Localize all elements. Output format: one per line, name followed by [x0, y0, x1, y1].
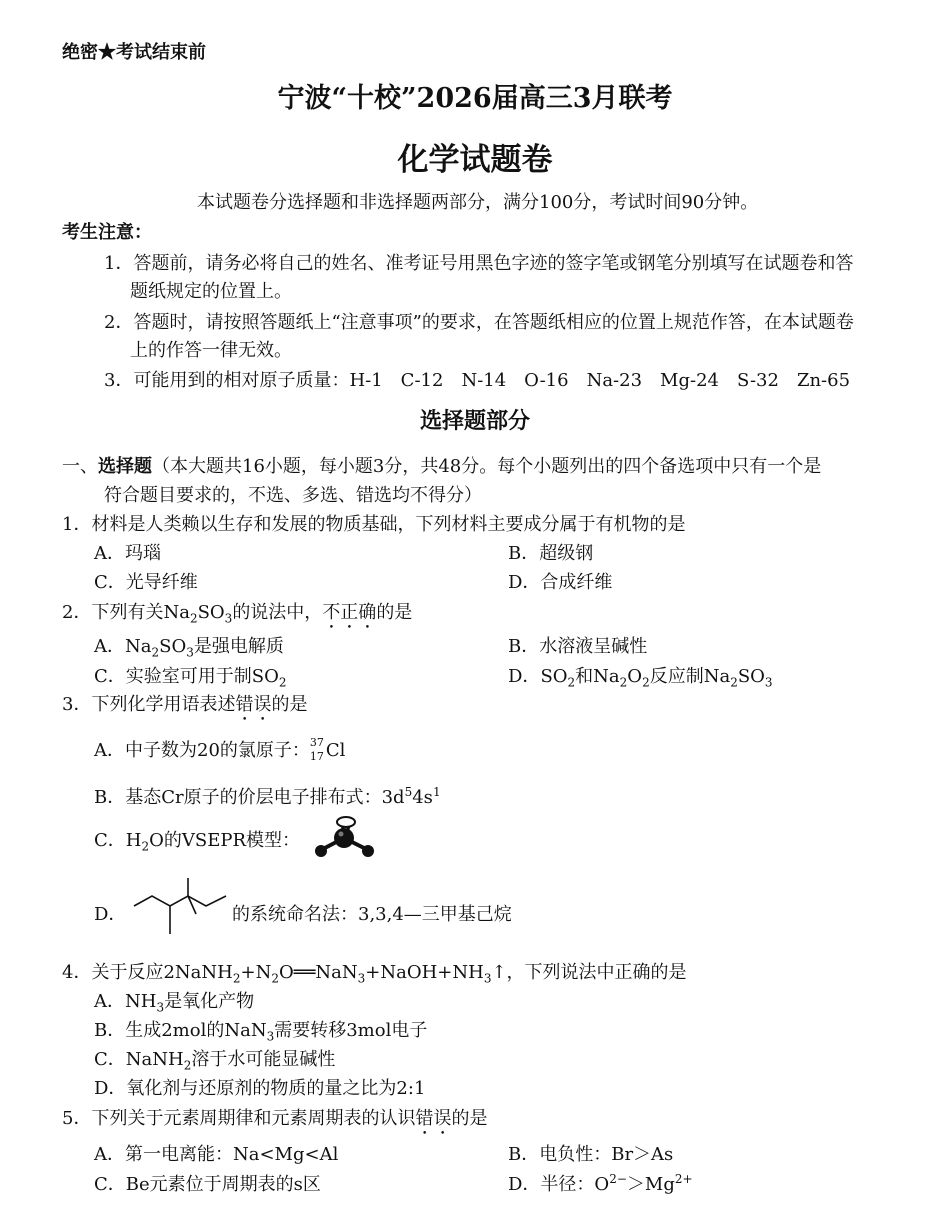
q1-option-a: A．玛瑙: [94, 543, 161, 564]
superscript: 2−: [609, 1172, 627, 1186]
subscript: 3: [266, 1029, 275, 1044]
o-text: O: [627, 666, 643, 687]
q2-option-a: [94, 632, 284, 660]
mass-number: 37: [309, 736, 324, 749]
q4-option-a: [94, 987, 254, 1015]
q1-option-b: B．超级钢: [508, 543, 594, 564]
q2-option-c: [94, 662, 287, 690]
q3-option-d-label: D．: [94, 904, 127, 925]
q4-stem-part: +N: [240, 962, 272, 983]
q2-option-d-text: 反应制: [649, 666, 704, 687]
q2-stem: [62, 598, 412, 633]
q4-option-c-text: 溶于水可能显碱性: [191, 1049, 336, 1070]
q3-stem-pre: 3．下列化学用语表述: [62, 694, 236, 715]
notice-heading: 考生注意：: [62, 222, 152, 243]
so-text: SO: [540, 666, 568, 687]
paper-subtitle: 化学试题卷: [397, 142, 553, 178]
notice-item-1-cont: 题纸规定的位置上。: [130, 281, 292, 302]
subscript: 2: [189, 611, 198, 626]
q5-option-a: A．第一电离能：Na<Mg<Al: [94, 1144, 339, 1165]
q3-option-a: [94, 736, 345, 764]
q2-stem-mid: 的说法中，: [232, 602, 323, 623]
section-heading-cont: 符合题目要求的，不选、多选、错选均不得分）: [104, 485, 482, 506]
q4-option-b: [94, 1016, 427, 1044]
na-text: Na: [593, 666, 620, 687]
q5-stem-pre: 5．下列关于元素周期律和元素周期表的认识: [62, 1108, 416, 1129]
q4-option-b-text: B．生成2mol的NaN: [94, 1020, 267, 1041]
subscript: 2: [151, 645, 160, 660]
so-text: SO: [159, 636, 187, 657]
subscript: 3: [224, 611, 233, 626]
q2-option-b: B．水溶液呈碱性: [508, 636, 648, 657]
subscript: 3: [156, 1000, 165, 1015]
section-title: 选择题部分: [419, 408, 530, 434]
subscript: 2: [183, 1058, 192, 1073]
subscript: 3: [483, 971, 492, 986]
q4-stem: [62, 958, 687, 986]
subscript: 2: [271, 971, 279, 986]
config-part: 3d: [381, 787, 405, 808]
q2-option-d: [508, 662, 773, 690]
subscript: 2: [619, 675, 628, 690]
q4-option-c: [94, 1045, 335, 1073]
q1-stem: 1．材料是人类赖以生存和发展的物质基础，下列材料主要成分属于有机物的是: [62, 514, 686, 535]
subscript: 3: [764, 675, 773, 690]
q1-option-c: C．光导纤维: [94, 572, 198, 593]
nh-text: NH: [125, 991, 157, 1012]
nuclide-notation: [310, 738, 326, 764]
option-label: D．: [508, 666, 541, 687]
q1-option-d: D．合成纤维: [508, 572, 613, 593]
subscript: 2: [642, 675, 650, 690]
element-symbol: Cl: [325, 740, 346, 761]
q4-option-b-text: 需要转移3mol电子: [274, 1020, 428, 1041]
q2-stem-emphasis: 不正确: [322, 602, 377, 623]
na-text: Na: [703, 666, 731, 687]
notice-item-3: 3．可能用到的相对原子质量：H-1 C-12 N-14 O-16 Na-23 Mg-24 S-32 Zn-65: [104, 370, 851, 391]
config-part: 4s: [412, 787, 433, 808]
so-text: SO: [737, 666, 765, 687]
q5-option-d: [508, 1170, 693, 1196]
secret-label: 绝密★考试结束前: [62, 42, 206, 63]
subscript: 2: [141, 839, 150, 854]
q4-option-c-text: C．NaNH: [94, 1049, 184, 1070]
q4-stem-part: 4．关于反应2NaNH: [62, 962, 233, 983]
q5-option-d-text: D．半径：O: [508, 1174, 610, 1195]
q5-stem-post: 的是: [451, 1108, 488, 1129]
vsepr-model-image: [308, 814, 380, 862]
q2-stem-pre: 2．下列有关: [62, 602, 164, 623]
subscript: 2: [567, 675, 576, 690]
q4-stem-part: O══NaN: [278, 962, 358, 983]
option-label: A．: [94, 991, 125, 1012]
superscript: 1: [432, 785, 441, 799]
q3-option-c-text: C．H: [94, 830, 142, 851]
q3-option-c: [94, 826, 300, 854]
atomic-number: 17: [309, 750, 324, 763]
q4-option-a-text: 是氧化产物: [164, 991, 255, 1012]
q3-option-b-text: B．基态Cr原子的价层电子排布式：: [94, 787, 382, 808]
section-heading-bold: 选择题: [98, 456, 152, 477]
q2-option-a-text: 是强电解质: [193, 636, 284, 657]
intro-text: 本试题卷分选择题和非选择题两部分，满分100分，考试时间90分钟。: [197, 192, 759, 213]
q5-option-b: B．电负性：Br＞As: [508, 1144, 674, 1165]
q3-stem: [62, 690, 307, 725]
so-text: SO: [251, 666, 279, 687]
q4-stem-part: ↑，下列说法中正确的是: [491, 962, 687, 983]
superscript: 2+: [674, 1172, 693, 1186]
q4-option-d: D．氧化剂与还原剂的物质的量之比为2:1: [94, 1078, 426, 1099]
section-heading-prefix: 一、: [62, 456, 98, 477]
notice-item-2: 2．答题时，请按照答题纸上“注意事项”的要求，在答题纸相应的位置上规范作答，在本试题卷: [104, 312, 854, 333]
q5-option-c: C．Be元素位于周期表的s区: [94, 1174, 321, 1195]
q3-option-d-text: 的系统命名法：3,3,4—三甲基己烷: [232, 904, 512, 925]
option-label: A．: [94, 636, 125, 657]
na-text: Na: [163, 602, 190, 623]
section-heading-rest: （本大题共16小题，每小题3分，共48分。每个小题列出的四个备选项中只有一个是: [152, 456, 822, 477]
subscript: 3: [186, 645, 194, 660]
section-heading: [62, 452, 821, 478]
q2-stem-post: 的是: [376, 602, 413, 623]
so-text: SO: [197, 602, 225, 623]
skeletal-formula-image: [130, 876, 230, 940]
notice-item-1: 1．答题前，请务必将自己的姓名、准考证号用黑色字迹的签字笔或钢笔分别填写在试题卷和答: [104, 253, 854, 274]
q3-option-c-text: O的VSEPR模型：: [149, 830, 301, 851]
superscript: 5: [404, 785, 413, 799]
subscript: 2: [278, 675, 287, 690]
subscript: 2: [232, 971, 241, 986]
q5-stem-emphasis: 错误: [415, 1108, 452, 1129]
na-text: Na: [125, 636, 152, 657]
q3-stem-emphasis: 错误: [235, 694, 272, 715]
q3-stem-post: 的是: [271, 694, 308, 715]
subscript: 2: [730, 675, 738, 690]
q5-stem: [62, 1104, 487, 1139]
q5-option-d-text: ＞Mg: [626, 1174, 675, 1195]
q3-option-b: [94, 783, 441, 809]
notice-item-2-cont: 上的作答一律无效。: [130, 340, 292, 361]
subscript: 3: [357, 971, 366, 986]
q2-option-d-text: 和: [575, 666, 594, 687]
exam-title: 宁波“十校”2026届高三3月联考: [277, 83, 673, 114]
q4-stem-part: +NaOH+NH: [365, 962, 484, 983]
q2-option-c-text: C．实验室可用于制: [94, 666, 252, 687]
q3-option-a-text: A．中子数为20的氯原子：: [94, 740, 310, 761]
